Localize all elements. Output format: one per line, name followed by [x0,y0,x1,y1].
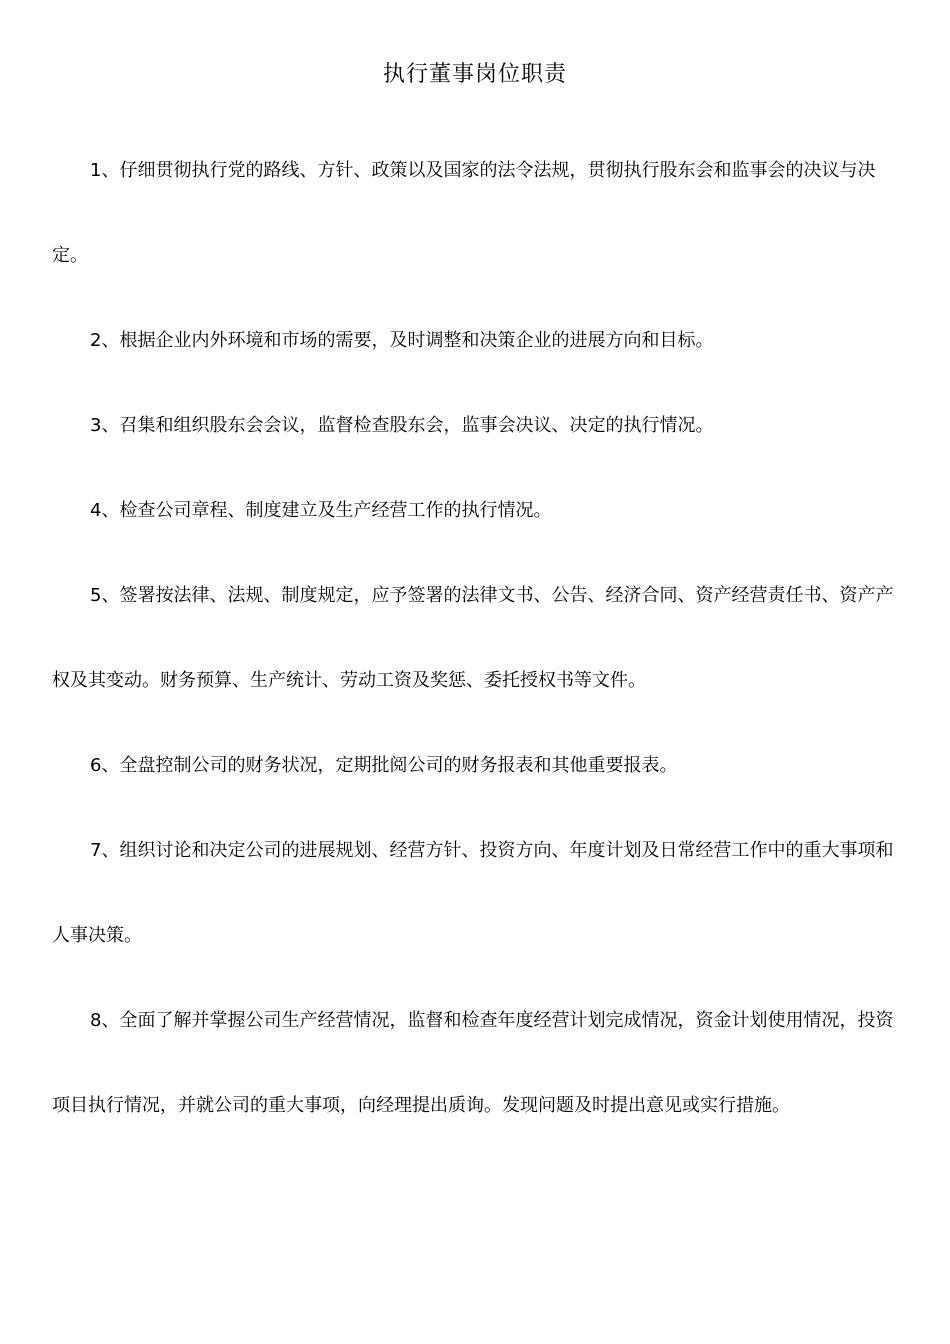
duty-paragraph-4: 4、检查公司章程、制度建立及生产经营工作的执行情况。 [90,500,552,521]
duty-paragraph-1: 1、仔细贯彻执行党的路线、方针、政策以及国家的法令法规，贯彻执行股东会和监事会的决议与决定。 [52,160,876,266]
document-body [52,128,910,1148]
duty-paragraph-3: 3、召集和组织股东会会议，监督检查股东会，监事会决议、决定的执行情况。 [90,415,714,436]
duty-paragraph-8: 8、全面了解并掌握公司生产经营情况，监督和检查年度经营计划完成情况，资金计划使用情况，投资项目执行情况，并就公司的重大事项，向经理提出质询。发现问题及时提出意见或实行措施。 [52,1010,894,1116]
duty-paragraph-6: 6、全盘控制公司的财务状况，定期批阅公司的财务报表和其他重要报表。 [90,755,678,776]
duty-paragraph-5: 5、签署按法律、法规、制度规定，应予签署的法律文书、公告、经济合同、资产经营责任书、资产产权及其变动。财务预算、生产统计、劳动工资及奖惩、委托授权书等文件。 [52,585,894,691]
duty-paragraph-2: 2、根据企业内外环境和市场的需要，及时调整和决策企业的进展方向和目标。 [90,330,714,351]
duty-paragraph-7: 7、组织讨论和决定公司的进展规划、经营方针、投资方向、年度计划及日常经营工作中的重大事项和人事决策。 [52,840,894,946]
document-title: 执行董事岗位职责 [382,62,567,87]
